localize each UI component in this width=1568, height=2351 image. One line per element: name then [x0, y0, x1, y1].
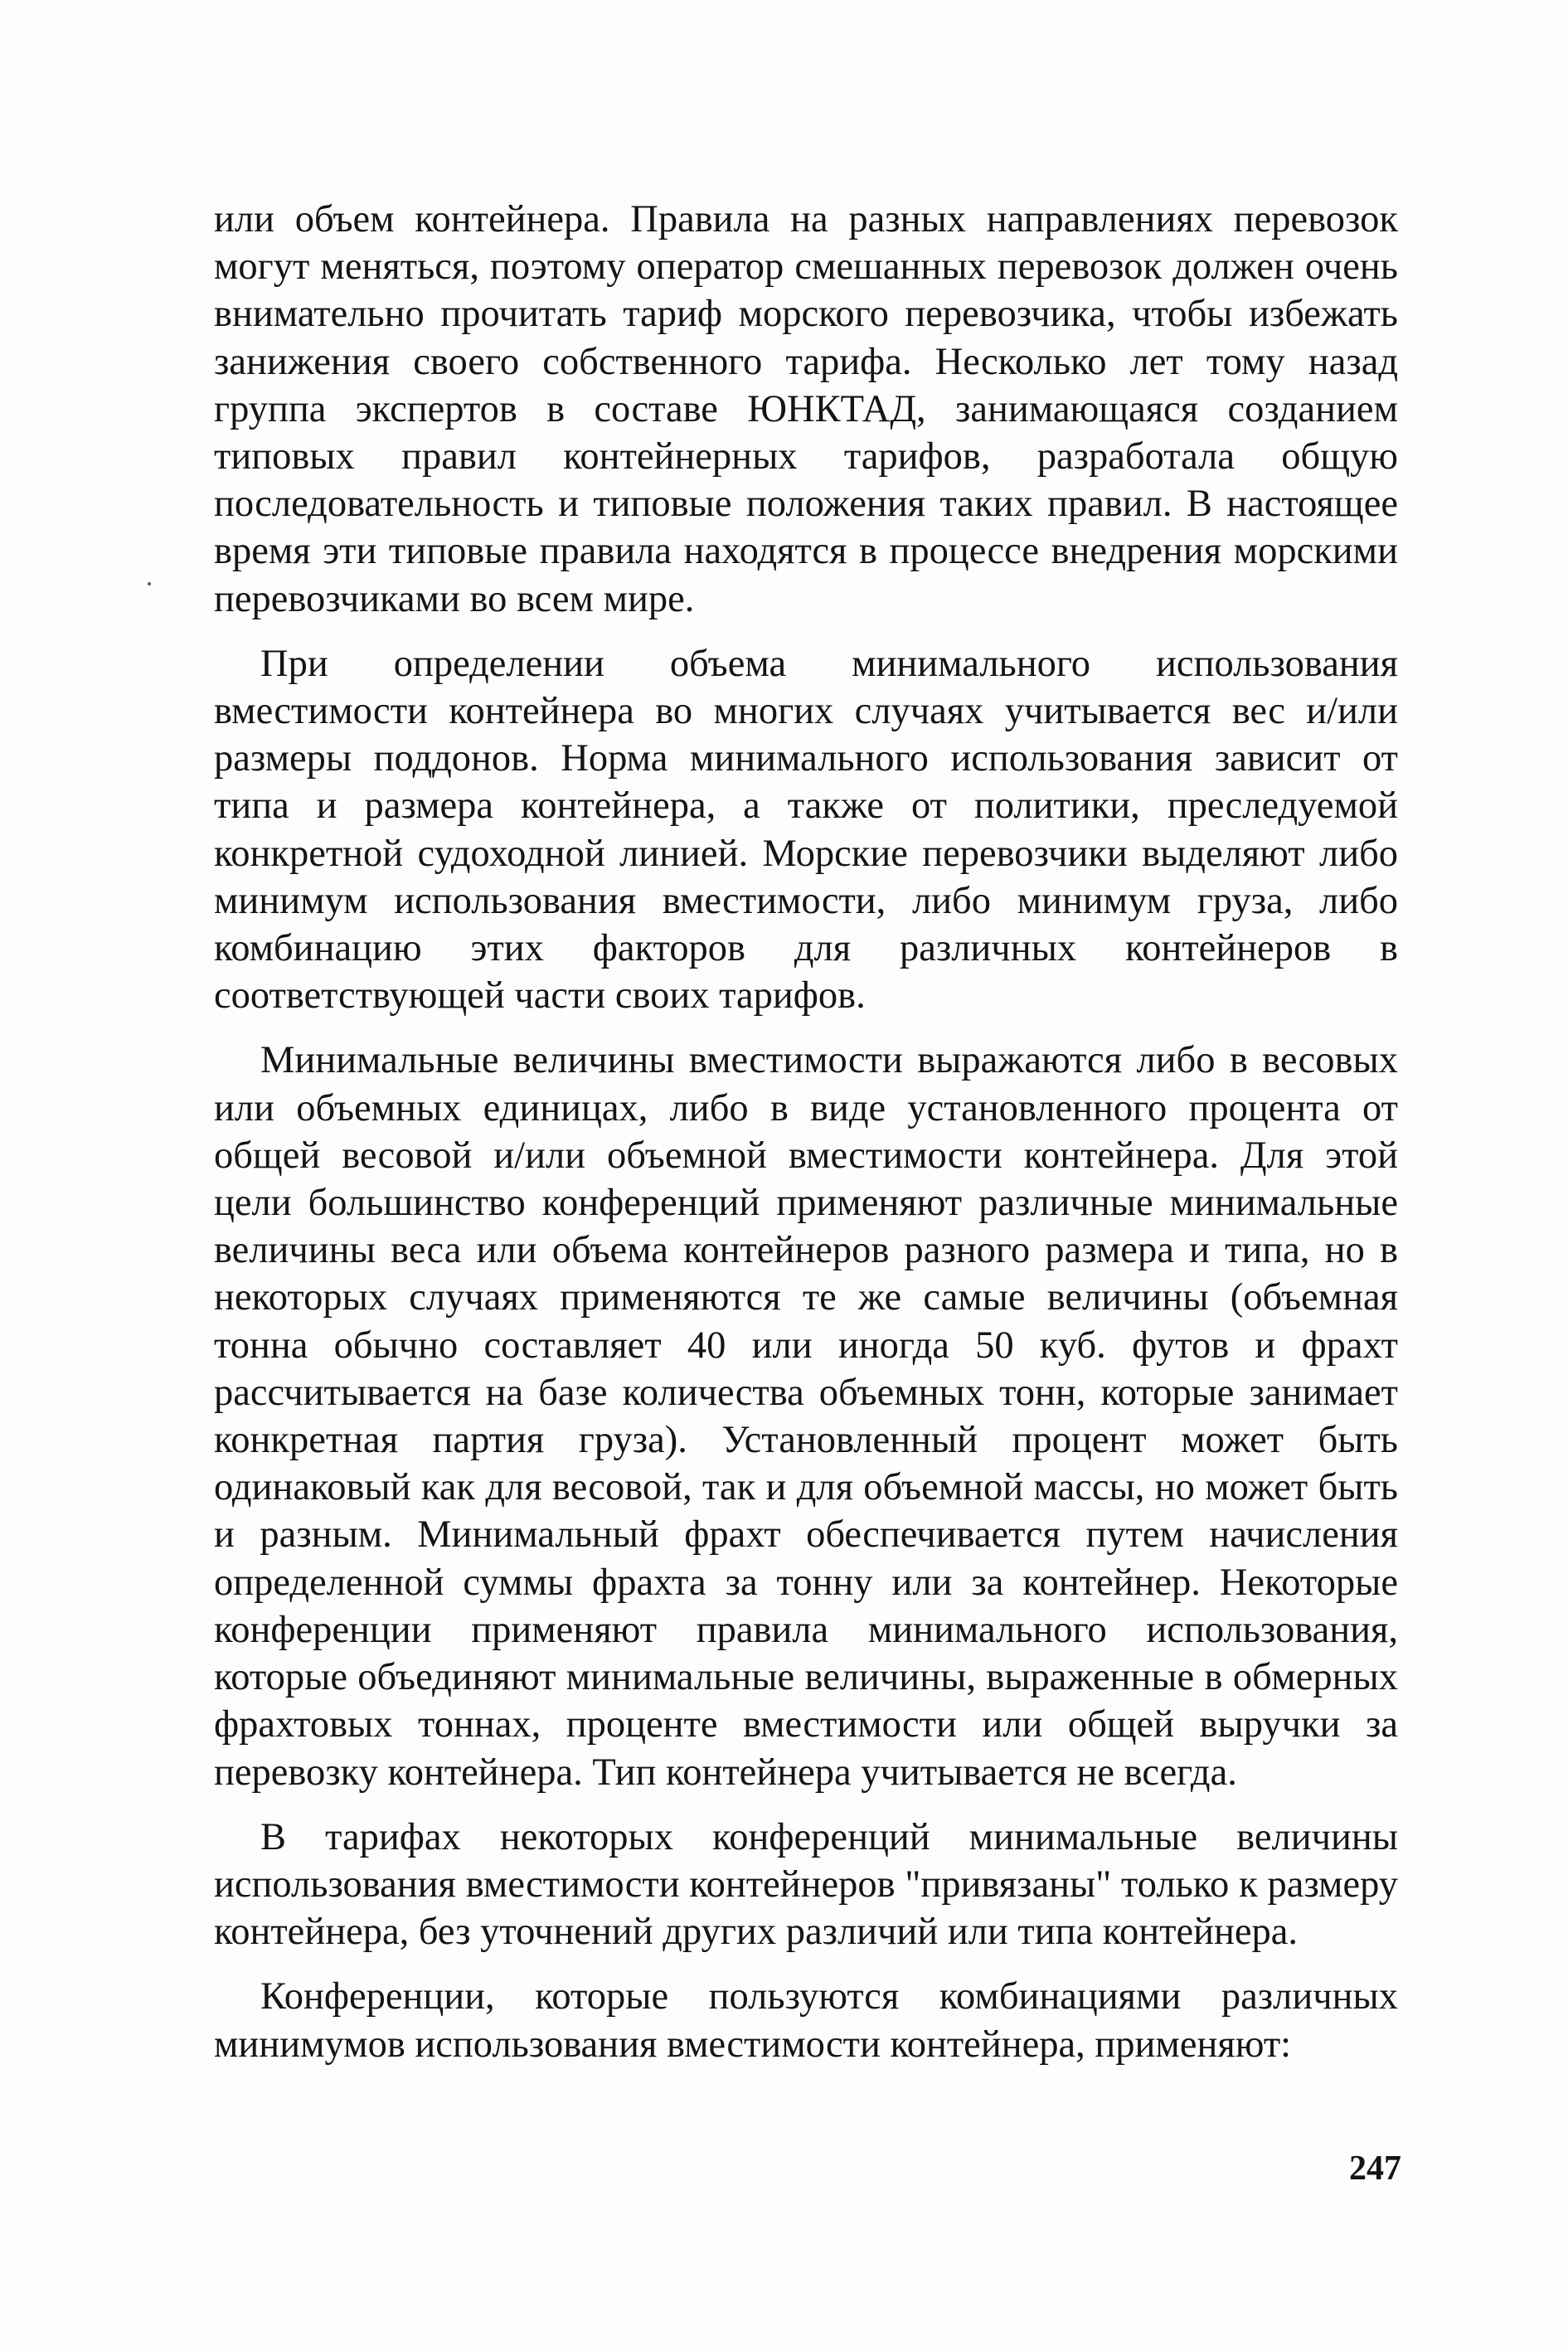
scan-speck: [148, 582, 151, 585]
paragraph: Минимальные величины вместимости выражаются либо в весовых или объемных единицах, либо в виде установленного процента от общей весовой и/или объемной вместимости контейнера. Для этой цели большинство конференций применяют различные минимальные величины веса или объема контейнеров разного размера и типа, но в некоторых случаях применяются те же самые величины (объемная тонна обычно составляет 40 или иногда 50 куб. футов и фрахт рассчитывается на базе количества объемных тонн, которые занимает конкретная партия груза). Установленный процент может быть одинаковый как для весовой, так и для объемной массы, но может быть и разным. Минимальный фрахт обеспечивается путем начисления определенной суммы фрахта за тонну или за контейнер. Некоторые конференции применяют правила минимального использования, которые объединяют минимальные величины, выраженные в обмерных фрахтовых тоннах, проценте вместимости или общей выручки за перевозку контейнера. Тип контейнера учитывается не всегда.: [214, 1039, 1398, 1794]
paragraph-continuation: или объем контейнера. Правила на разных направлениях перевозок могут меняться, поэтому оператор смешанных перевозок должен очень внимательно прочитать тариф морского перевозчика, чтобы избежать занижения своего собственного тарифа. Несколько лет тому назад группа экспертов в составе ЮНКТАД, занимающаяся созданием типовых правил контейнерных тарифов, разработала общую последовательность и типовые положения таких правил. В настоящее время эти типовые правила находятся в процессе внедрения морскими перевозчиками во всем мире.: [214, 198, 1398, 620]
page-number: 247: [1349, 2149, 1401, 2188]
paragraph: При определении объема минимального использования вместимости контейнера во многих случаях учитывается вес и/или размеры поддонов. Норма минимального использования зависит от типа и размера контейнера, а также от политики, преследуемой конкретной судоходной линией. Морские перевозчики выделяют либо минимум использования вместимости, либо минимум груза, либо комбинацию этих факторов для различных контейнеров в соответствующей части своих тарифов.: [214, 642, 1398, 1018]
paragraph: Конференции, которые пользуются комбинациями различных минимумов использования вместимости контейнера, применяют:: [214, 1975, 1398, 2066]
body-text: [214, 196, 1398, 2068]
paragraph: В тарифах некоторых конференций минимальные величины использования вместимости контейнеров "привязаны" только к размеру контейнера, без уточнений других различий или типа контейнера.: [214, 1815, 1398, 1954]
